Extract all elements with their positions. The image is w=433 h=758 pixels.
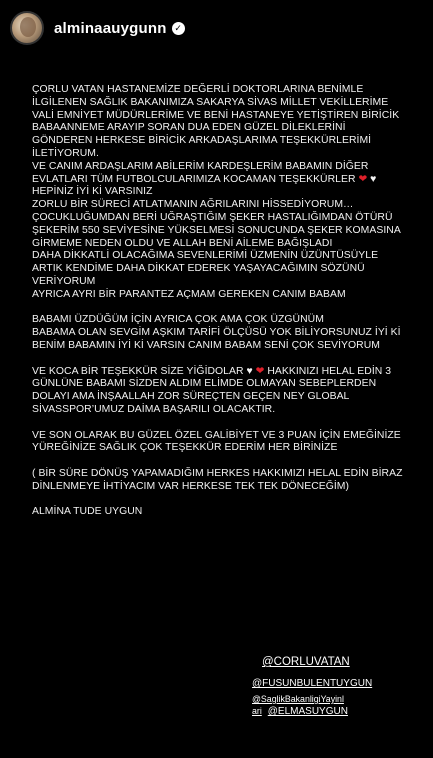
message-line: VE CANIM ARDAŞLARIM ABİLERİM KARDEŞLERİM BABAMIN DİĞER <box>32 160 369 172</box>
mention-corluvatan[interactable]: @CORLUVATAN <box>262 656 350 668</box>
message-line: VE SON OLARAK BU GÜZEL ÖZEL GALİBİYET VE 3 PUAN İÇİN EMEĞİNİZE <box>32 429 401 441</box>
message-line: AYRICA AYRI BİR PARANTEZ AÇMAM GEREKEN CANIM BABAM <box>32 288 346 300</box>
message-line: BABAANNEME ARAYIP SORAN DUA EDEN GÜZEL DİLEKLERİNİ <box>32 122 346 134</box>
message-line: ŞEKERİM 550 SEVİYESİNE YÜKSELMESİ SONUCUNDA ŞEKER KOMASINA <box>32 224 401 236</box>
message-line: GÖNDEREN HERKESE BİRİCİK ARKADAŞLARIMA TEŞEKKÜRLERİMİ <box>32 135 372 147</box>
message-line: EVLATLARI TÜM FUTBOLCULARIMIZA KOCAMAN TEŞEKKÜRLER ❤ ♥ <box>32 173 377 185</box>
message-line: VERİYORUM <box>32 275 96 287</box>
message-line: BABAMI ÜZDÜĞÜM İÇİN AYRICA ÇOK AMA ÇOK ÜZGÜNÜM <box>32 314 324 326</box>
username[interactable]: alminaauygunn <box>54 19 167 37</box>
message-line: ARTIK KENDİME DAHA DİKKAT EDEREK YAŞAYACAĞIMIN SÖZÜNÜ <box>32 263 365 275</box>
message-line: ALMİNA TUDE UYGUN <box>32 506 143 518</box>
story-message <box>32 84 404 532</box>
message-paragraph <box>32 468 404 494</box>
message-line: ZORLU BİR SÜRECİ ATLATMANIN AĞRILARINI HİSSEDİYORUM… <box>32 199 354 211</box>
message-line: VE KOCA BİR TEŞEKKÜR SİZE YİĞİDOLAR ♥ ❤ HAKKINIZI HELAL EDİN 3 <box>32 365 392 377</box>
message-line: İLETİYORUM. <box>32 147 99 159</box>
message-line: ( BİR SÜRE DÖNÜŞ YAPAMADIĞIM HERKES HAKKIMIZI HELAL EDİN BİRAZ <box>32 467 403 479</box>
mention-saglikbakanligi-part1: @SaglikBakanligiYayinl <box>252 694 344 704</box>
message-line: DAHA DİKKATLİ OLACAĞIMA SEVENLERİMİ ÜZMENİN ÜZÜNTÜSÜYLE <box>32 250 379 262</box>
mentions <box>252 656 372 718</box>
message-line: DİNLENMEYE İHTİYACIM VAR HERKESE TEK TEK DÖNECEĞİM) <box>32 480 350 492</box>
story-header <box>10 10 185 46</box>
message-paragraph <box>32 84 404 302</box>
white-heart-icon: ♥ <box>370 173 377 185</box>
message-paragraph <box>32 366 404 417</box>
message-paragraph <box>32 506 404 519</box>
message-line: DOLAYI AMA İNŞAALLAH ZOR SÜREÇTEN GEÇEN NEY GLOBAL <box>32 391 350 403</box>
message-paragraph <box>32 430 404 456</box>
mention-saglikbakanligi-part2[interactable]: ari <box>252 706 262 716</box>
message-line: BABAMA OLAN SEVGİM AŞKIM TARİFİ ÖLÇÜSÜ YOK BİLİYORSUNUZ İYİ Kİ <box>32 327 401 339</box>
white-heart-icon: ♥ <box>246 365 253 377</box>
message-line: GİRMEME NEDEN OLDU VE ALLAH BENİ AİLEME BAĞIŞLADI <box>32 237 333 249</box>
red-heart-icon: ❤ <box>255 365 265 377</box>
mention-fusunbulentuygun[interactable]: @FUSUNBULENTUYGUN <box>252 678 373 689</box>
message-paragraph <box>32 314 404 352</box>
mention-saglikbakanligi[interactable] <box>252 694 344 705</box>
message-line: BENİM BABAMIN İYİ Kİ VARSIN CANIM BABAM SENİ ÇOK SEVİYORUM <box>32 339 380 351</box>
message-line: HEPİNİZ İYİ Kİ VARSINIZ <box>32 186 153 198</box>
verified-badge-icon: ✓ <box>172 22 185 35</box>
message-line: GÜNLÜNE BABAMI SİZDEN ALDIM ELİMDE OLMAYAN SEBEPLERDEN <box>32 378 377 390</box>
red-heart-icon: ❤ <box>358 173 368 185</box>
message-line: SİVASSPOR’UMUZ DAİMA BAŞARILI OLACAKTIR. <box>32 403 276 415</box>
message-line: ÇOCUKLUĞUMDAN BERİ UĞRAŞTIĞIM ŞEKER HASTALIĞIMDAN ÖTÜRÜ <box>32 211 393 223</box>
message-line: İLGİLENEN SAĞLIK BAKANIMIZA SAKARYA SİVAS MİLLET VEKİLLERİME <box>32 96 389 108</box>
message-line: YÜREĞİNİZE SAĞLIK ÇOK TEŞEKKÜR EDERİM HER BİRİNİZE <box>32 442 338 454</box>
mention-elmasuygun[interactable]: @ELMASUYGUN <box>267 706 348 717</box>
avatar[interactable] <box>10 11 44 45</box>
message-line: ÇORLU VATAN HASTANEMİZE DEĞERLİ DOKTORLARINA BENİMLE <box>32 84 364 95</box>
message-line: VALİ EMNİYET MÜDÜRLERİME VE BENİ HASTANEYE YETİŞTİREN BİRİCİK <box>32 109 400 121</box>
